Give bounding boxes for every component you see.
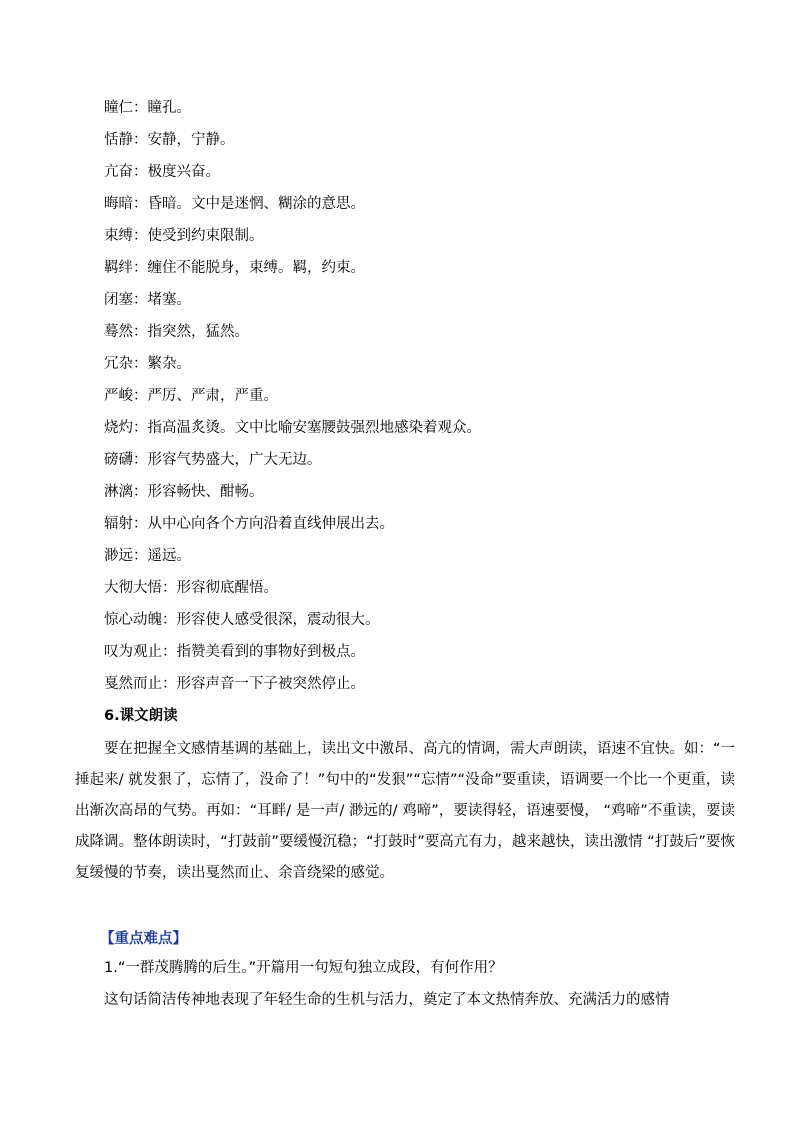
vocab-item: 磅礴：形容气势盛大，广大无边。 [104,452,322,468]
vocab-item: 淋漓：形容畅快、酣畅。 [104,484,264,500]
vocab-item: 瞳仁：瞳孔。 [104,100,191,116]
answer-paragraph: 这句话简洁传神地表现了年轻生命的生机与活力，奠定了本文热情奔放、充满活力的感情 [104,992,670,1008]
vocab-item: 闭塞：堵塞。 [104,292,191,308]
vocab-item: 大彻大悟：形容彻底醒悟。 [104,580,278,596]
vocab-item: 亢奋：极度兴奋。 [104,164,220,180]
vocab-item: 恬静：安静，宁静。 [104,132,235,148]
reading-section-heading: 6.课文朗读 [104,708,178,724]
vocab-item: 羁绊：缠住不能脱身，束缚。羁，约束。 [104,260,365,276]
vocab-item: 严峻：严厉、严肃，严重。 [104,388,278,404]
vocab-item: 叹为观止：指赞美看到的事物好到极点。 [104,644,365,660]
vocab-item: 渺远：遥远。 [104,548,191,564]
vocab-item: 冗杂：繁杂。 [104,356,191,372]
vocab-item: 晦暗：昏暗。文中是迷惘、糊涂的意思。 [104,196,365,212]
vocab-item: 蓦然：指突然，猛然。 [104,324,249,340]
vocab-item: 戛然而止：形容声音一下子被突然停止。 [104,676,365,692]
key-points-heading: 【重点难点】 [100,931,187,947]
vocab-item: 惊心动魄：形容使人感受很深，震动很大。 [104,612,380,628]
vocab-item: 束缚：使受到约束限制。 [104,228,264,244]
reading-paragraph: 要在把握全文感情基调的基础上，读出文中激昂、高亢的情调，需大声朗读，语速不宜快。如：“一捶起来/ 就发狠了，忘情了，没命了！”句中的“发狠”“忘情”“没命”要重读，语调要一个比一个更重，读出渐次高昂的气势。再如：“耳畔/ 是一声/ 渺远的/ 鸡啼”，要读得轻，语速要慢， “鸡啼”不重读，要读成降调。整体朗读时，“打鼓前”要缓慢沉稳；“打鼓时”要高亢有力，越来越快，读出激情 “打鼓后”要恢复缓慢的节奏，读出戛然而止、余音绕梁的感觉。 [75,741,736,881]
vocabulary-list [104,97,744,705]
vocab-item: 烧灼：指高温炙烫。文中比喻安塞腰鼓强烈地感染着观众。 [104,420,481,436]
question-1: 1.“一群茂腾腾的后生。”开篇用一句短句独立成段，有何作用？ [104,960,503,976]
vocab-item: 辐射：从中心向各个方向沿着直线伸展出去。 [104,516,394,532]
